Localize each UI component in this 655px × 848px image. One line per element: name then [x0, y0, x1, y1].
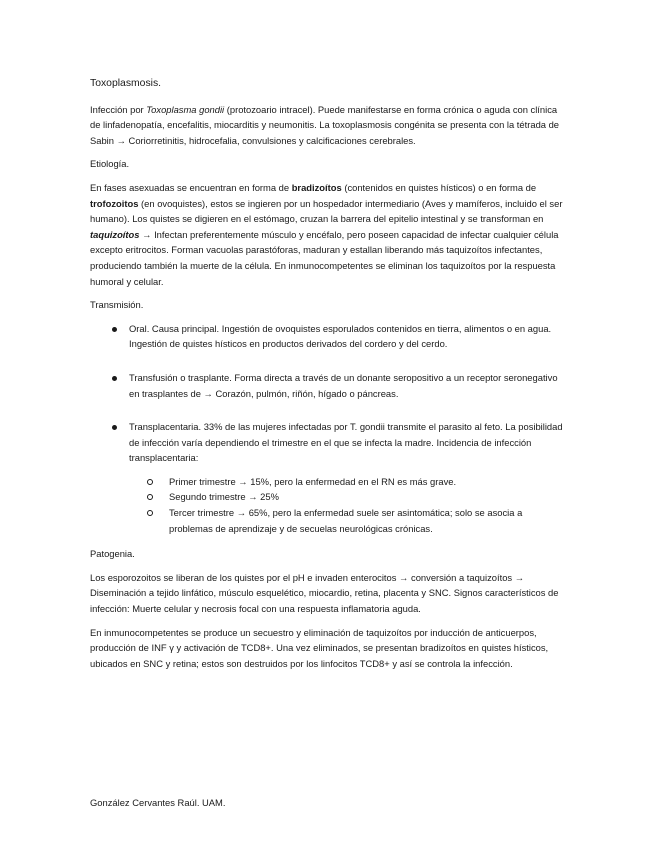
intro-paragraph: [90, 102, 568, 149]
sub-list-item-text: Tercer trimestre → 65%, pero la enfermedad suele ser asintomática; solo se asocia a problemas de aprendizaje y de secuelas neurológicas crónicas.: [169, 507, 523, 534]
sub-list-item: [129, 489, 568, 505]
organism-name: Toxoplasma gondii: [146, 103, 225, 115]
sub-list-item-text: Primer trimestre → 15%, pero la enfermedad en el RN es más grave.: [169, 475, 457, 487]
trimestre-list: [129, 474, 568, 536]
bullet-icon: [112, 327, 117, 332]
document-footer: González Cervantes Raúl. UAM.: [90, 797, 226, 808]
sub-list-item: [129, 505, 568, 536]
intro-text: Infección por: [90, 103, 147, 115]
sub-list-item-text: Segundo trimestre → 25%: [169, 491, 279, 503]
circle-bullet-icon: [147, 494, 153, 500]
transmision-list: [90, 321, 568, 537]
bullet-icon: [112, 376, 117, 381]
circle-bullet-icon: [147, 510, 153, 516]
etiologia-text-3: (en ovoquistes), estos se ingieren por un hospedador intermediario (Aves y mamíferos, incluido el ser humano). Los quistes se digieren en el estómago, cruzan la barrera del epitelio intestinal y se transforman en: [90, 197, 563, 225]
list-item-text: Transfusión o trasplante. Forma directa a través de un donante seropositivo a un receptor seronegativo en trasplantes de → Corazón, pulmón, riñón, hígado o páncreas.: [129, 371, 558, 399]
transmision-heading: Transmisión.: [90, 299, 144, 311]
list-item: [90, 321, 568, 352]
intro-text-rest: (protozoario intracel). Puede manifestarse en forma crónica o aguda con clínica de linfadenopatía, encefalitis, miocarditis y neumonitis. La toxoplasmosis congénita se presenta con la tétrada de Sabin → Coriorretinitis, hidrocefalia, convulsiones y calcificaciones cerebrales.: [90, 103, 560, 146]
term-trofozoitos: trofozoitos: [90, 197, 139, 209]
document-body: [90, 76, 568, 679]
etiologia-text-4: Infectan preferentemente músculo y encéfalo, pero poseen capacidad de infectar cualquier célula excepto eritrocitos. Forman vacuolas parastóforas, maduran y estallan liberando más taquizoítos infectantes, produciendo también la muerte de la célula. En inmunocompetentes se eliminan los taquizoítos por la respuesta humoral y celular.: [90, 228, 559, 287]
list-item: [90, 419, 568, 536]
patogenia-paragraph-1: Los esporozoitos se liberan de los quistes por el pH e invaden enterocitos → conversión a taquizoítos → Diseminación a tejido linfático, músculo esquelético, miocardio, retina, placenta y SNC. Signos característicos de infección: Muerte celular y necrosis focal con una respuesta inflamatoria aguda.: [90, 571, 559, 615]
etiologia-heading: Etiología.: [90, 158, 130, 170]
term-taquizoitos: taquizoítos →: [90, 228, 152, 240]
etiologia-paragraph: [90, 180, 568, 289]
patogenia-heading: Patogenia.: [90, 548, 135, 560]
etiologia-text-1: En fases asexuadas se encuentran en forma de: [90, 181, 292, 193]
list-item-text: Transplacentaria. 33% de las mujeres infectadas por T. gondii transmite el parasito al feto. La posibilidad de infección varía dependiendo el trimestre en el que se infecta la madre. Incidencia de infección transplacentaria:: [129, 421, 563, 464]
circle-bullet-icon: [147, 479, 153, 485]
sub-list-item: [129, 474, 568, 490]
document-title: Toxoplasmosis.: [90, 78, 162, 89]
list-item: [90, 370, 568, 401]
patogenia-paragraph-2: En inmunocompetentes se produce un secuestro y eliminación de taquizoítos por inducción de anticuerpos, producción de INF γ y activación de TCD8+. Una vez eliminados, se presentan bradizoítos en quistes hísticos, ubicados en SNC y retina; estos son destruidos por los linfocitos TCD8+ y así se controla la infección.: [90, 626, 549, 669]
term-bradizoitos: bradizoítos: [291, 181, 342, 193]
list-item-text: Oral. Causa principal. Ingestión de ovoquistes esporulados contenidos en tierra, alimentos o en agua. Ingestión de quistes hísticos en productos derivados del cordero y del cerdo.: [129, 322, 552, 350]
bullet-icon: [112, 425, 117, 430]
etiologia-text-2: (contenidos en quistes hísticos) o en forma de: [341, 181, 537, 193]
